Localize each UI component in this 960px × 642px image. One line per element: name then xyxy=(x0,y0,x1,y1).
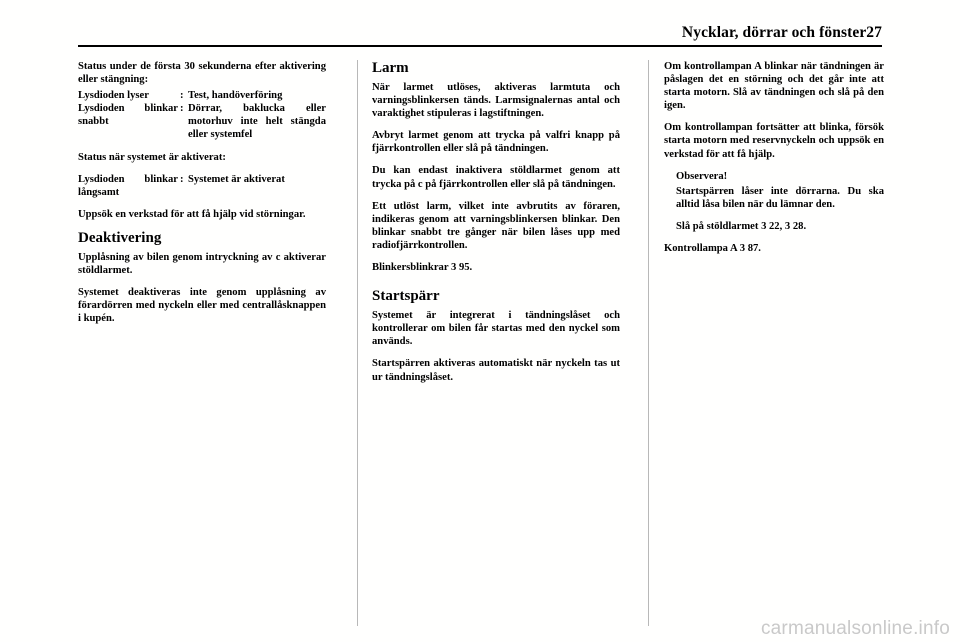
warning-light-para-1: Om kontrollampan A blinkar när tändningen är påslagen det en störning och det går inte att starta motorn. Slå av tändningen och slå på den igen. xyxy=(664,61,884,112)
definition-description: Systemet är aktiverat xyxy=(188,173,285,185)
definition-row xyxy=(78,102,326,141)
immobiliser-heading: Startspärr xyxy=(372,288,440,305)
notice-note xyxy=(676,170,884,211)
definition-description: Dörrar, baklucka eller motorhuv inte helt stängda eller systemfel xyxy=(188,103,326,141)
definition-colon: : xyxy=(180,90,184,102)
hazard-warning-ref xyxy=(372,261,620,274)
deactivation-heading: Deaktivering xyxy=(78,229,162,246)
immobiliser-para-2: Startspärren aktiveras automatiskt när nyckeln tas ut ur tändningslåset. xyxy=(372,358,620,383)
alarm-para-2: Avbryt larmet genom att trycka på valfri knapp på fjärrkontrollen eller slå på tändningen. xyxy=(372,130,620,155)
status-during-delay-heading: Status under de första 30 sekunderna efter aktivering eller stängning: xyxy=(78,61,326,86)
watermark: carmanualsonline.info xyxy=(760,618,950,639)
locking-ref-target: 3 22, 3 28. xyxy=(761,220,807,232)
definition-colon: : xyxy=(180,103,184,115)
locking-ref xyxy=(676,220,884,233)
definition-colon: : xyxy=(180,173,184,185)
definition-term: Lysdioden blinkar långsamt xyxy=(78,173,178,198)
status-delay-list xyxy=(78,89,326,141)
alarm-para-3: Du kan endast inaktivera stöldlarmet genom att trycka på c på fjärrkontrollen eller slå på tändningen. xyxy=(372,165,620,190)
page-header xyxy=(78,24,882,42)
column-divider-1 xyxy=(357,60,358,626)
notice-note-text: Startspärren låser inte dörrarna. Du ska alltid låsa bilen när du lämnar den. xyxy=(676,185,884,210)
control-lamp-ref-label: Kontrollampa A xyxy=(664,243,738,255)
hazard-warning-ref-label: Blinkersblinkrar xyxy=(372,262,449,274)
locking-ref-label: Slå på stöldlarmet xyxy=(676,220,759,232)
status-active-heading: Status när systemet är aktiverat: xyxy=(78,151,226,163)
notice-note-heading: Observera! xyxy=(676,170,728,182)
definition-description: Test, handöverföring xyxy=(188,90,283,102)
page-number: 27 xyxy=(866,24,882,41)
immobiliser-para-1: Systemet är integrerat i tändningslåset och kontrollerar om bilen får startas med den nyckel som används. xyxy=(372,310,620,348)
alarm-para-4: Ett utlöst larm, vilket inte avbrutits av föraren, indikeras genom att varningsblinkersen blinkar. Den blinkar snabbt tre gånger när bilen låses upp med radiofjärrkontrollen. xyxy=(372,200,620,251)
page-title: Nycklar, dörrar och fönster xyxy=(681,24,867,41)
text-column-1 xyxy=(78,60,326,334)
definition-row xyxy=(78,89,326,102)
deactivation-para-2: Systemet deaktiveras inte genom upplåsning av förardörren med nyckeln eller med centrallåsknappen i kupén. xyxy=(78,287,326,325)
warning-light-para-2: Om kontrollampan fortsätter att blinka, försök starta motorn med reservnyckeln och uppsök en verkstad för att få hjälp. xyxy=(664,122,884,160)
control-lamp-ref-target: 3 87. xyxy=(739,243,761,255)
definition-term: Lysdioden lyser xyxy=(78,90,149,102)
header-divider xyxy=(78,45,882,47)
workshop-note: Uppsök en verkstad för att få hjälp vid störningar. xyxy=(78,208,306,220)
text-column-3 xyxy=(664,60,884,264)
definition-term: Lysdioden blinkar snabbt xyxy=(78,103,178,128)
definition-row xyxy=(78,173,326,199)
alarm-para-1: När larmet utlöses, aktiveras larmtuta och varningsblinkersen tänds. Larmsignalernas antal och varaktighet stipuleras i lagstiftningen. xyxy=(372,82,620,120)
column-divider-2 xyxy=(648,60,649,626)
text-column-2 xyxy=(372,60,620,393)
deactivation-para-1: Upplåsning av bilen genom intryckning av c aktiverar stöldlarmet. xyxy=(78,251,326,277)
alarm-heading: Larm xyxy=(372,60,409,76)
hazard-warning-ref-target: 3 95. xyxy=(451,262,473,274)
status-active-list xyxy=(78,173,326,199)
control-lamp-ref xyxy=(664,242,884,255)
